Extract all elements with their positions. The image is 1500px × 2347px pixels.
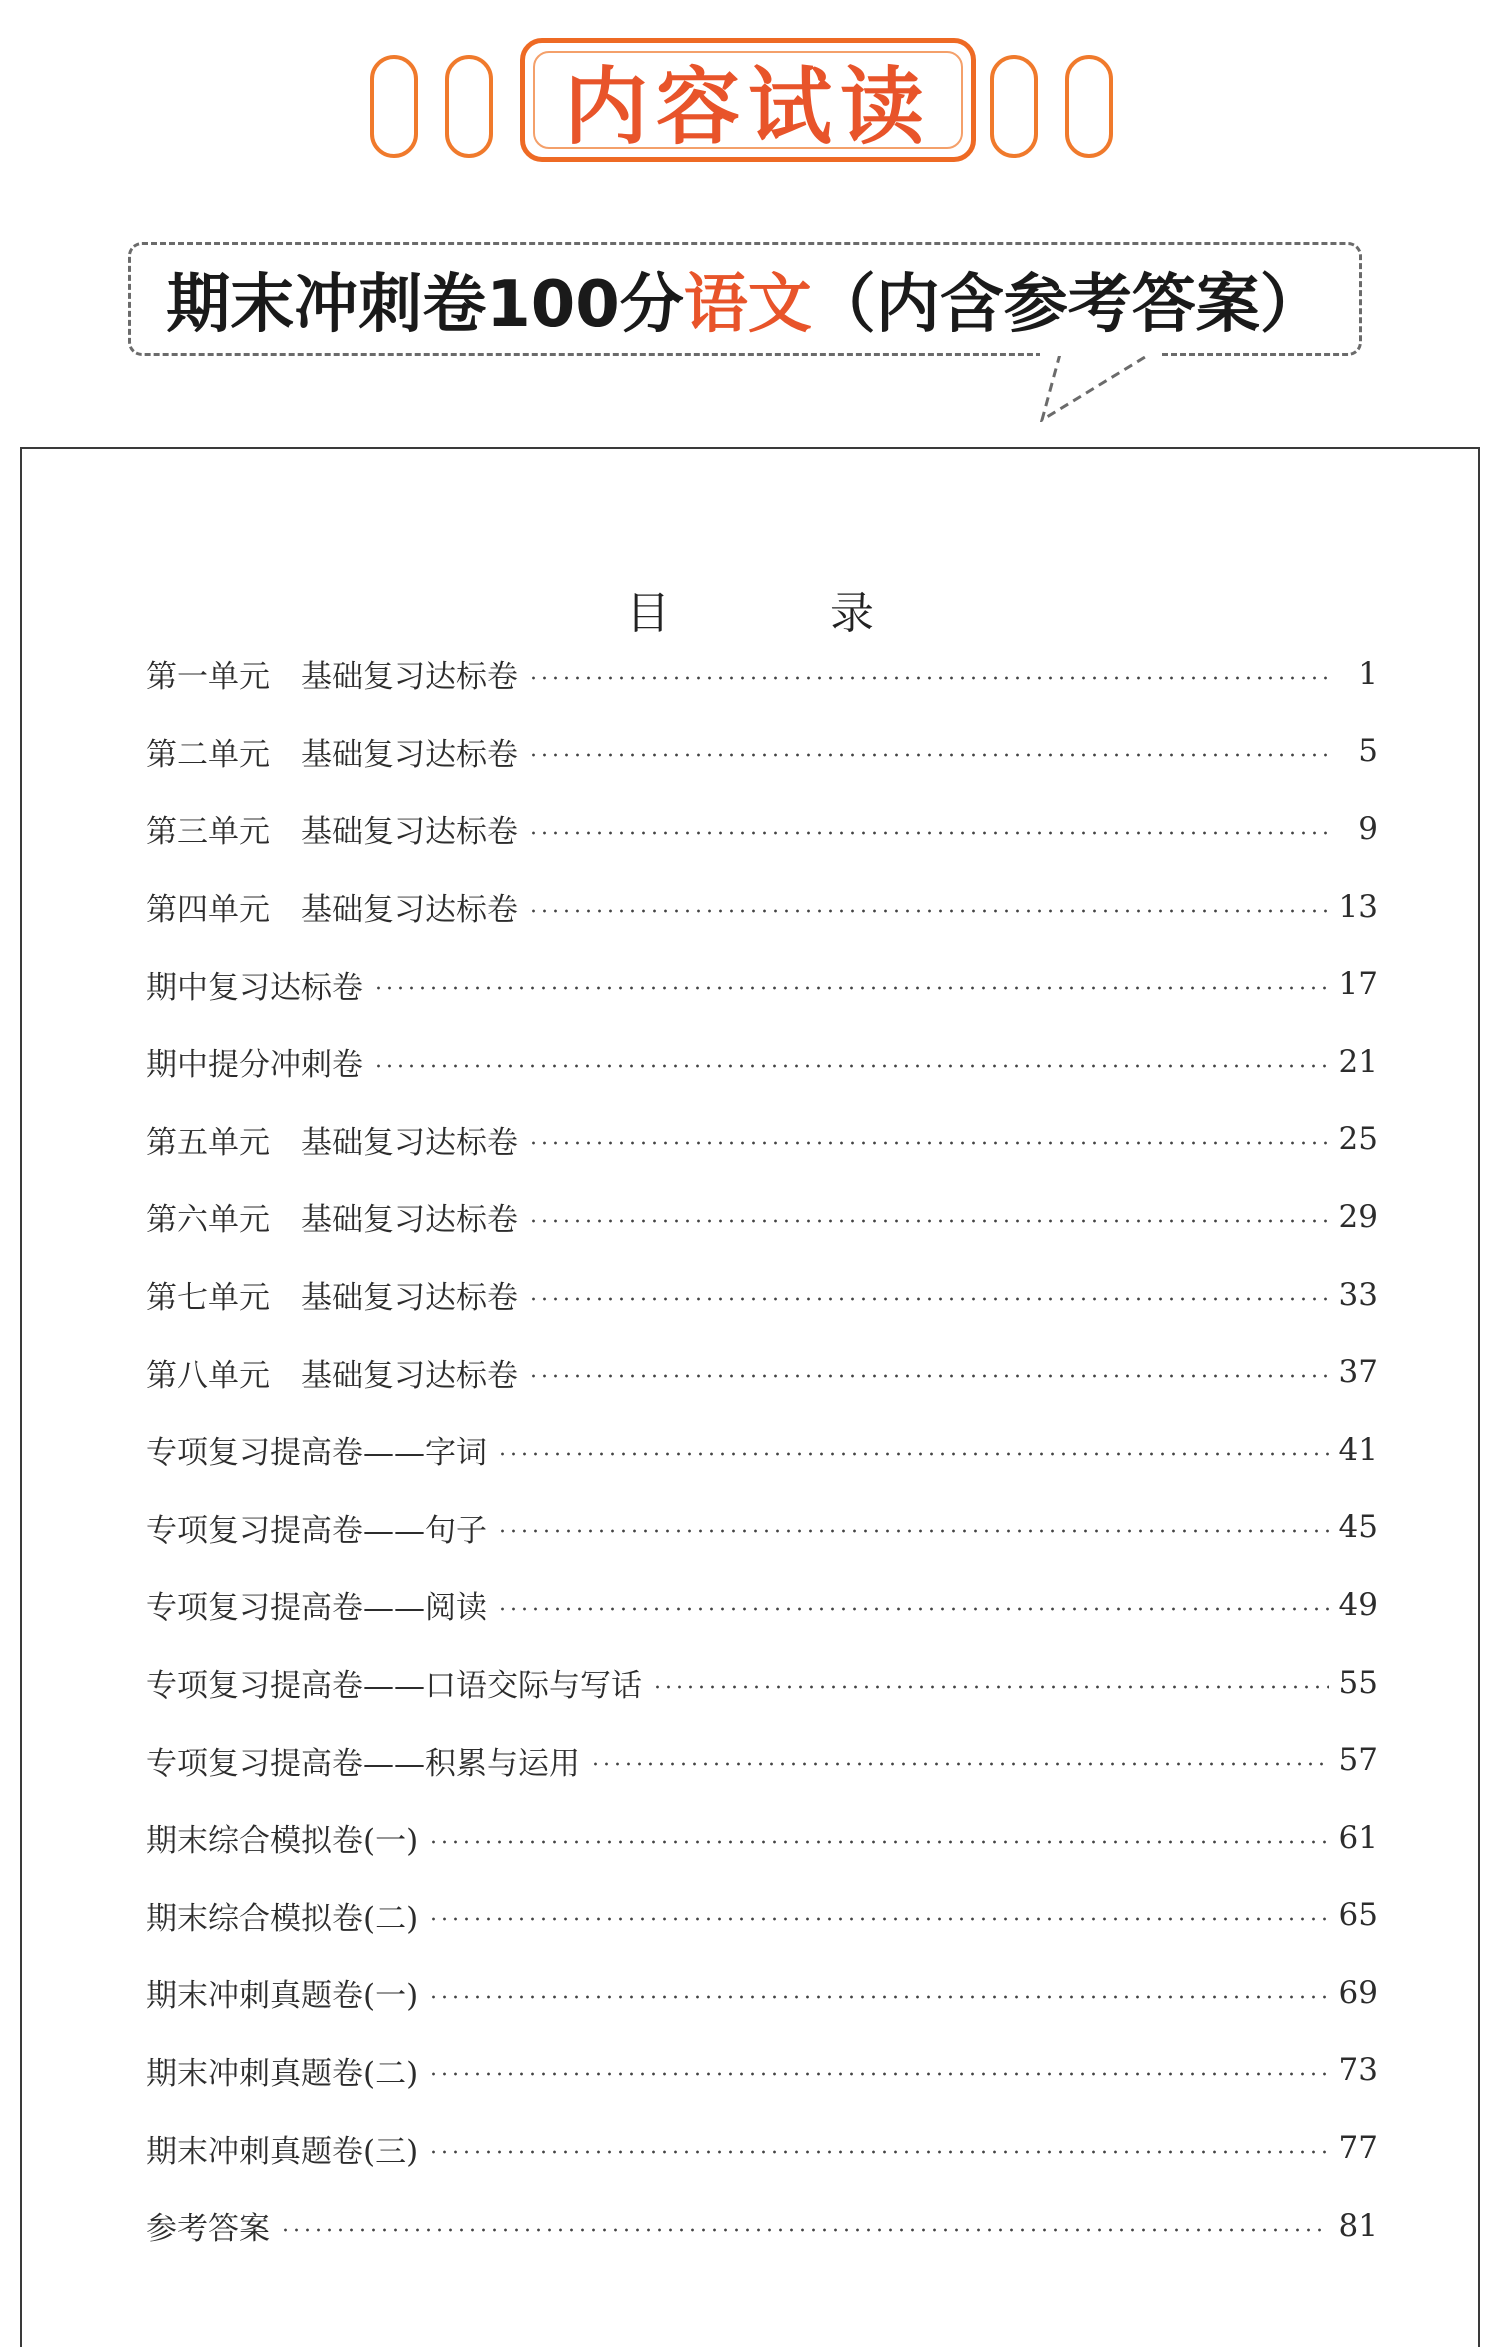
toc-entry-page: 29 [1338,1198,1378,1235]
toc-entry-page: 33 [1338,1276,1378,1313]
toc-leader-dots [497,1607,1329,1611]
toc-entry-page: 49 [1338,1586,1378,1623]
toc-entry-title: 期末综合模拟卷(一) [146,1823,419,1860]
toc-leader-dots [373,1064,1329,1068]
toc-entry-page: 61 [1338,1819,1378,1856]
toc-entry [146,945,1378,1023]
decor-pill-left-inner [445,55,493,158]
toc-entry-page: 25 [1338,1121,1378,1158]
toc-entry [146,2032,1378,2110]
toc-entry-page: 37 [1338,1354,1378,1391]
toc-entry [146,1489,1378,1567]
toc-entry-title: 第五单元 基础复习达标卷 [146,1124,518,1161]
book-title-subject: 语文 [683,268,812,342]
toc-entry [146,1877,1378,1955]
toc-leader-dots [280,2228,1329,2232]
toc-entry [146,1799,1378,1877]
toc-leader-dots [528,1141,1329,1145]
toc-leader-dots [428,1840,1328,1844]
decor-pill-left-outer [370,55,418,158]
toc-entry-page: 1 [1358,655,1378,692]
toc-entry [146,1333,1378,1411]
toc-entry-page: 17 [1338,966,1378,1003]
toc-entry-page: 57 [1338,1742,1378,1779]
toc-entry-title: 参考答案 [146,2211,270,2248]
toc-entry-page: 81 [1338,2207,1378,2244]
toc-entry-title: 专项复习提高卷——句子 [146,1512,487,1549]
toc-leader-dots [428,2150,1328,2154]
toc-entry [146,2109,1378,2187]
toc-entry-title: 专项复习提高卷——字词 [146,1435,487,1472]
toc-entry-title: 专项复习提高卷——口语交际与写话 [146,1668,642,1705]
toc-entry [146,1954,1378,2032]
toc-entry [146,635,1378,713]
speech-tail-icon [1040,352,1160,422]
toc-heading: 目 录 [626,588,932,639]
toc-entry-page: 21 [1338,1043,1378,1080]
toc-entry-title: 第八单元 基础复习达标卷 [146,1357,518,1394]
toc-entry-page: 45 [1338,1509,1378,1546]
book-title [131,245,1359,353]
toc-leader-dots [497,1452,1329,1456]
toc-entry [146,2187,1378,2265]
header-banner [0,0,1500,190]
toc-entry-title: 第一单元 基础复习达标卷 [146,659,518,696]
book-title-box [128,242,1362,356]
toc-entry [146,1178,1378,1256]
toc-entry-title: 第三单元 基础复习达标卷 [146,814,518,851]
book-title-suffix: （内含参考答案） [811,268,1324,342]
toc-leader-dots [428,1995,1328,1999]
toc-entry [146,1411,1378,1489]
toc-entry-page: 9 [1358,810,1378,847]
toc-entry-page: 65 [1338,1897,1378,1934]
toc-leader-dots [590,1762,1329,1766]
toc-entry-title: 期中提分冲刺卷 [146,1047,363,1084]
toc-leader-dots [528,676,1332,680]
toc-leader-dots [373,986,1329,990]
toc-entry-page: 73 [1338,2052,1378,2089]
toc-entry-title: 第四单元 基础复习达标卷 [146,892,518,929]
toc-entry [146,1644,1378,1722]
toc-entry-page: 5 [1358,733,1378,770]
toc-entry-title: 专项复习提高卷——阅读 [146,1590,487,1627]
toc-leader-dots [528,909,1329,913]
toc-leader-dots [528,831,1332,835]
decor-pill-right-outer [1065,55,1113,158]
toc-entry-title: 专项复习提高卷——积累与运用 [146,1745,580,1782]
toc-entry [146,790,1378,868]
toc-entry-title: 第六单元 基础复习达标卷 [146,1202,518,1239]
toc-list [146,635,1378,2264]
toc-leader-dots [428,2072,1328,2076]
toc-leader-dots [652,1685,1329,1689]
toc-leader-dots [528,1374,1329,1378]
toc-entry-title: 期中复习达标卷 [146,969,363,1006]
preview-badge [520,38,976,162]
toc-entry [146,1721,1378,1799]
toc-entry [146,1566,1378,1644]
toc-entry [146,868,1378,946]
toc-entry [146,1256,1378,1334]
book-title-main: 期末冲刺卷100分 [166,268,684,342]
toc-leader-dots [528,753,1332,757]
toc-entry-title: 期末冲刺真题卷(二) [146,2055,419,2092]
toc-entry-title: 第二单元 基础复习达标卷 [146,736,518,773]
toc-leader-dots [528,1297,1329,1301]
toc-entry-page: 41 [1338,1431,1378,1468]
toc-entry-title: 期末冲刺真题卷(三) [146,2133,419,2170]
toc-entry [146,1023,1378,1101]
preview-badge-label: 内容试读 [563,57,932,156]
toc-entry-page: 69 [1338,1974,1378,2011]
toc-leader-dots [497,1529,1329,1533]
toc-entry [146,1101,1378,1179]
toc-page [20,447,1480,2347]
toc-leader-dots [528,1219,1329,1223]
toc-entry-page: 77 [1338,2130,1378,2167]
toc-leader-dots [428,1917,1328,1921]
toc-entry-page: 55 [1338,1664,1378,1701]
toc-entry-title: 期末综合模拟卷(二) [146,1900,419,1937]
toc-entry-title: 期末冲刺真题卷(一) [146,1978,419,2015]
toc-entry-page: 13 [1338,888,1378,925]
toc-entry [146,713,1378,791]
toc-entry-title: 第七单元 基础复习达标卷 [146,1280,518,1317]
decor-pill-right-inner [990,55,1038,158]
